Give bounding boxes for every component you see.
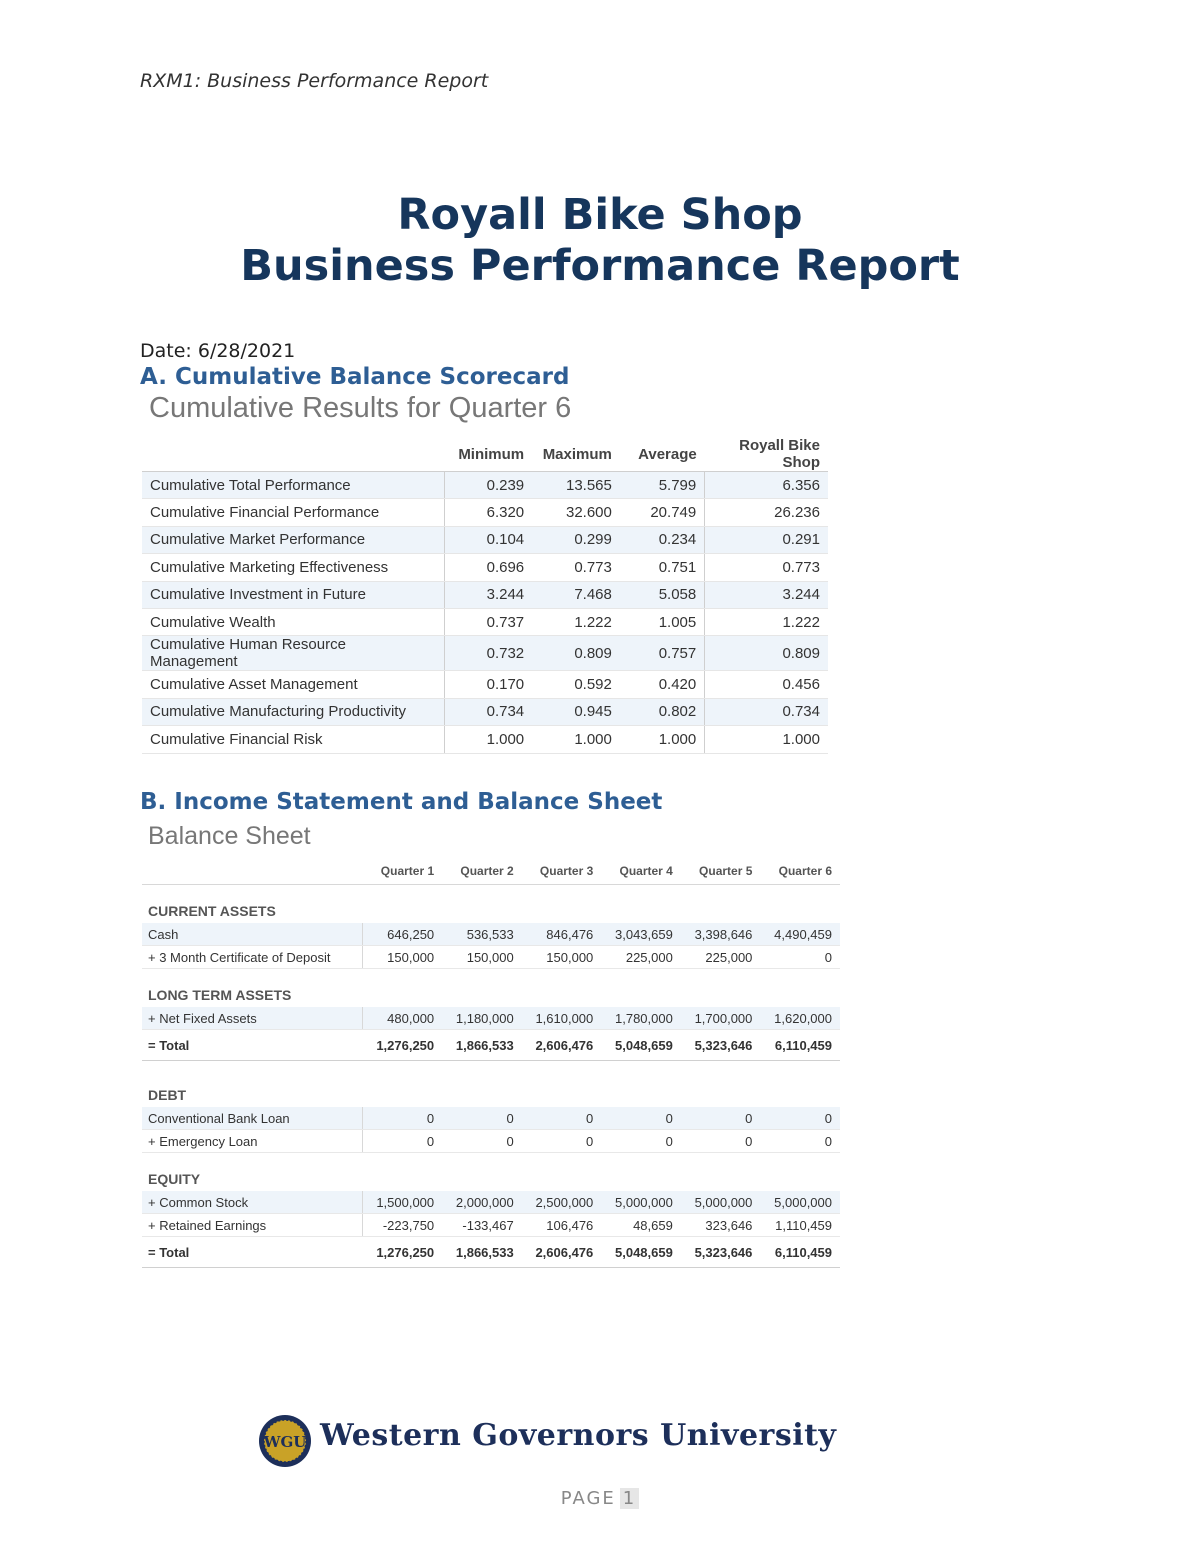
scorecard-metric-label: Cumulative Financial Risk — [142, 726, 445, 753]
scorecard-caption: Cumulative Results for Quarter 6 — [149, 392, 572, 424]
scorecard-max-value: 1.000 — [532, 726, 620, 753]
scorecard-avg-value: 0.234 — [620, 526, 705, 553]
scorecard-row — [142, 472, 828, 499]
q5-value: 5,323,646 — [681, 1237, 761, 1268]
scorecard-min-value: 0.737 — [445, 608, 532, 635]
scorecard-company-value: 0.456 — [705, 671, 828, 698]
scorecard-max-value: 0.773 — [532, 554, 620, 581]
scorecard-max-value: 0.592 — [532, 671, 620, 698]
balance-col-q6: Quarter 6 — [760, 858, 840, 885]
section-a-heading: A. Cumulative Balance Scorecard — [140, 364, 570, 390]
title-line-1: Royall Bike Shop — [397, 190, 803, 240]
scorecard-avg-value: 20.749 — [620, 499, 705, 526]
scorecard-metric-label: Cumulative Asset Management — [142, 671, 445, 698]
report-date: Date: 6/28/2021 — [140, 340, 296, 362]
q1-value: 1,500,000 — [362, 1191, 442, 1214]
q6-value: 6,110,459 — [760, 1030, 840, 1061]
total-label: = Total — [142, 1030, 362, 1061]
scorecard-min-value: 0.104 — [445, 526, 532, 553]
q3-value: 106,476 — [522, 1214, 602, 1237]
balance-header-row — [142, 858, 840, 885]
scorecard-metric-label: Cumulative Financial Performance — [142, 499, 445, 526]
q6-value: 5,000,000 — [760, 1191, 840, 1214]
balance-row-label: Conventional Bank Loan — [142, 1107, 362, 1130]
current-assets-row — [142, 923, 840, 946]
scorecard-avg-value: 1.005 — [620, 608, 705, 635]
scorecard-metric-label: Cumulative Total Performance — [142, 472, 445, 499]
q5-value: 1,700,000 — [681, 1007, 761, 1030]
q5-value: 0 — [681, 1130, 761, 1153]
scorecard-company-value: 1.222 — [705, 608, 828, 635]
scorecard-avg-value: 1.000 — [620, 726, 705, 753]
q6-value: 0 — [760, 1130, 840, 1153]
scorecard-table — [142, 437, 828, 754]
q4-value: 0 — [601, 1130, 681, 1153]
scorecard-max-value: 7.468 — [532, 581, 620, 608]
university-name: Western Governors University — [320, 1418, 837, 1453]
scorecard-max-value: 13.565 — [532, 472, 620, 499]
q6-value: 0 — [760, 1107, 840, 1130]
scorecard-header-row — [142, 437, 828, 472]
scorecard-avg-value: 5.799 — [620, 472, 705, 499]
q4-value: 5,048,659 — [601, 1237, 681, 1268]
q1-value: -223,750 — [362, 1214, 442, 1237]
scorecard-min-value: 0.732 — [445, 636, 532, 671]
scorecard-row — [142, 636, 828, 671]
q4-value: 1,780,000 — [601, 1007, 681, 1030]
q2-value: 0 — [442, 1107, 522, 1130]
q4-value: 5,048,659 — [601, 1030, 681, 1061]
liabilities-equity-total-row — [142, 1237, 840, 1268]
q1-value: 1,276,250 — [362, 1237, 442, 1268]
q2-value: 150,000 — [442, 946, 522, 969]
balance-col-q5: Quarter 5 — [681, 858, 761, 885]
debt-section-title: DEBT — [148, 1087, 187, 1103]
scorecard-max-value: 0.945 — [532, 698, 620, 725]
scorecard-avg-value: 0.420 — [620, 671, 705, 698]
scorecard-row — [142, 581, 828, 608]
scorecard-min-value: 0.734 — [445, 698, 532, 725]
q1-value: 0 — [362, 1130, 442, 1153]
q3-value: 0 — [522, 1130, 602, 1153]
current-assets-section-row — [142, 885, 840, 924]
equity-row — [142, 1214, 840, 1237]
balance-col-q3: Quarter 3 — [522, 858, 602, 885]
balance-row-label: Cash — [142, 923, 362, 946]
balance-col-label — [142, 858, 362, 885]
scorecard-col-company: Royall Bike Shop — [705, 437, 828, 472]
scorecard-metric-label: Cumulative Marketing Effectiveness — [142, 554, 445, 581]
q3-value: 1,610,000 — [522, 1007, 602, 1030]
debt-section-row — [142, 1069, 840, 1107]
equity-section-title: EQUITY — [148, 1171, 201, 1187]
scorecard-row — [142, 698, 828, 725]
q2-value: 536,533 — [442, 923, 522, 946]
spacer-row — [142, 1061, 840, 1070]
q5-value: 323,646 — [681, 1214, 761, 1237]
q6-value: 4,490,459 — [760, 923, 840, 946]
q1-value: 480,000 — [362, 1007, 442, 1030]
q5-value: 225,000 — [681, 946, 761, 969]
scorecard-col-avg: Average — [620, 437, 705, 472]
q2-value: 1,866,533 — [442, 1237, 522, 1268]
q3-value: 2,500,000 — [522, 1191, 602, 1214]
wgu-logo — [258, 1412, 908, 1470]
scorecard-col-min: Minimum — [445, 437, 532, 472]
scorecard-company-value: 6.356 — [705, 472, 828, 499]
long-term-assets-section-title: LONG TERM ASSETS — [148, 987, 292, 1003]
scorecard-metric-label: Cumulative Market Performance — [142, 526, 445, 553]
q1-value: 646,250 — [362, 923, 442, 946]
q4-value: 48,659 — [601, 1214, 681, 1237]
balance-sheet-table — [142, 858, 840, 1268]
q5-value: 3,398,646 — [681, 923, 761, 946]
q3-value: 0 — [522, 1107, 602, 1130]
q2-value: 0 — [442, 1130, 522, 1153]
q2-value: 1,180,000 — [442, 1007, 522, 1030]
scorecard-company-value: 0.773 — [705, 554, 828, 581]
q1-value: 150,000 — [362, 946, 442, 969]
scorecard-row — [142, 499, 828, 526]
scorecard-avg-value: 5.058 — [620, 581, 705, 608]
current-assets-section-title: CURRENT ASSETS — [148, 903, 276, 919]
scorecard-max-value: 0.809 — [532, 636, 620, 671]
scorecard-min-value: 1.000 — [445, 726, 532, 753]
scorecard-metric-label: Cumulative Wealth — [142, 608, 445, 635]
running-header: RXM1: Business Performance Report — [140, 70, 489, 92]
scorecard-row — [142, 671, 828, 698]
q4-value: 3,043,659 — [601, 923, 681, 946]
q4-value: 0 — [601, 1107, 681, 1130]
q4-value: 225,000 — [601, 946, 681, 969]
q6-value: 1,110,459 — [760, 1214, 840, 1237]
scorecard-metric-label: Cumulative Human Resource Management — [142, 636, 445, 671]
page-number — [0, 1488, 1200, 1509]
balance-row-label: + 3 Month Certificate of Deposit — [142, 946, 362, 969]
q2-value: 2,000,000 — [442, 1191, 522, 1214]
scorecard-company-value: 1.000 — [705, 726, 828, 753]
debt-row — [142, 1130, 840, 1153]
scorecard-metric-label: Cumulative Investment in Future — [142, 581, 445, 608]
scorecard-min-value: 6.320 — [445, 499, 532, 526]
scorecard-min-value: 0.696 — [445, 554, 532, 581]
scorecard-company-value: 0.291 — [705, 526, 828, 553]
page-number-value: 1 — [620, 1488, 639, 1509]
scorecard-min-value: 0.239 — [445, 472, 532, 499]
q3-value: 2,606,476 — [522, 1237, 602, 1268]
spacer-cell — [142, 1061, 840, 1070]
q2-value: 1,866,533 — [442, 1030, 522, 1061]
scorecard-max-value: 0.299 — [532, 526, 620, 553]
balance-row-label: + Net Fixed Assets — [142, 1007, 362, 1030]
page-title — [0, 190, 1200, 292]
balance-row-label: + Emergency Loan — [142, 1130, 362, 1153]
section-b-heading: B. Income Statement and Balance Sheet — [140, 789, 663, 815]
long-term-assets-section-row — [142, 969, 840, 1008]
scorecard-avg-value: 0.751 — [620, 554, 705, 581]
scorecard-col-label — [142, 437, 445, 472]
wgu-seal-icon — [258, 1414, 312, 1468]
assets-total-row — [142, 1030, 840, 1061]
scorecard-metric-label: Cumulative Manufacturing Productivity — [142, 698, 445, 725]
scorecard-row — [142, 526, 828, 553]
title-line-2: Business Performance Report — [240, 241, 960, 291]
balance-col-q2: Quarter 2 — [442, 858, 522, 885]
q5-value: 5,323,646 — [681, 1030, 761, 1061]
q6-value: 6,110,459 — [760, 1237, 840, 1268]
scorecard-company-value: 0.809 — [705, 636, 828, 671]
scorecard-row — [142, 726, 828, 753]
long-term-assets-row — [142, 1007, 840, 1030]
balance-col-q1: Quarter 1 — [362, 858, 442, 885]
scorecard-col-max: Maximum — [532, 437, 620, 472]
equity-section-row — [142, 1153, 840, 1192]
q6-value: 1,620,000 — [760, 1007, 840, 1030]
q5-value: 5,000,000 — [681, 1191, 761, 1214]
scorecard-min-value: 0.170 — [445, 671, 532, 698]
q1-value: 0 — [362, 1107, 442, 1130]
scorecard-min-value: 3.244 — [445, 581, 532, 608]
q5-value: 0 — [681, 1107, 761, 1130]
scorecard-row — [142, 554, 828, 581]
scorecard-avg-value: 0.757 — [620, 636, 705, 671]
page-label: PAGE — [560, 1488, 616, 1509]
scorecard-company-value: 26.236 — [705, 499, 828, 526]
balance-sheet-caption: Balance Sheet — [148, 822, 311, 850]
q3-value: 2,606,476 — [522, 1030, 602, 1061]
balance-row-label: + Retained Earnings — [142, 1214, 362, 1237]
q2-value: -133,467 — [442, 1214, 522, 1237]
wgu-seal-text: WGU — [263, 1433, 307, 1451]
equity-row — [142, 1191, 840, 1214]
current-assets-row — [142, 946, 840, 969]
q1-value: 1,276,250 — [362, 1030, 442, 1061]
q6-value: 0 — [760, 946, 840, 969]
q3-value: 150,000 — [522, 946, 602, 969]
scorecard-max-value: 1.222 — [532, 608, 620, 635]
balance-row-label: + Common Stock — [142, 1191, 362, 1214]
total-label: = Total — [142, 1237, 362, 1268]
debt-row — [142, 1107, 840, 1130]
scorecard-avg-value: 0.802 — [620, 698, 705, 725]
scorecard-row — [142, 608, 828, 635]
q4-value: 5,000,000 — [601, 1191, 681, 1214]
balance-col-q4: Quarter 4 — [601, 858, 681, 885]
scorecard-max-value: 32.600 — [532, 499, 620, 526]
scorecard-company-value: 0.734 — [705, 698, 828, 725]
q3-value: 846,476 — [522, 923, 602, 946]
scorecard-company-value: 3.244 — [705, 581, 828, 608]
